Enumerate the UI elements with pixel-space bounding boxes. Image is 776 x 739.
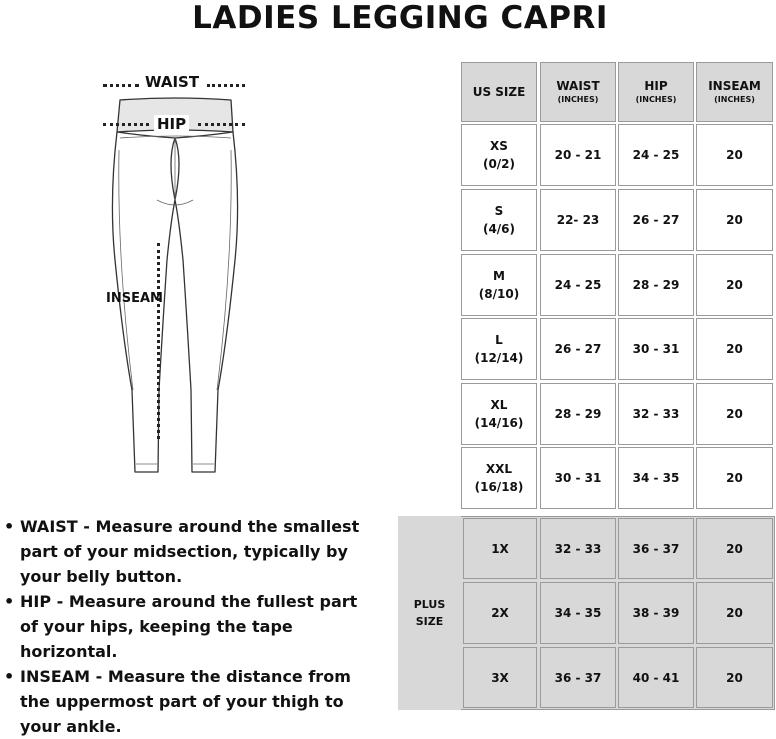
table-cell-waist: 30 - 31 bbox=[540, 447, 616, 509]
table-cell-hip: 40 - 41 bbox=[618, 647, 694, 708]
table-cell-size: S (4/6) bbox=[461, 189, 537, 251]
table-cell-inseam: 20 bbox=[696, 647, 773, 708]
table-cell-size: XL (14/16) bbox=[461, 383, 537, 445]
waist-label: WAIST bbox=[142, 73, 202, 91]
waist-line-right bbox=[207, 84, 245, 87]
table-cell-inseam: 20 bbox=[696, 582, 773, 644]
table-cell-inseam: 20 bbox=[696, 518, 773, 579]
inseam-instruction: • INSEAM - Measure the distance from the uppermost part of your thigh to your ankle. bbox=[20, 664, 372, 739]
table-cell-waist: 22- 23 bbox=[540, 189, 616, 251]
table-cell-size: 1X bbox=[463, 518, 537, 579]
table-cell-waist: 26 - 27 bbox=[540, 318, 616, 380]
table-cell-size: 3X bbox=[463, 647, 537, 708]
header-hip: HIP (INCHES) bbox=[618, 62, 694, 122]
table-cell-waist: 28 - 29 bbox=[540, 383, 616, 445]
table-cell-hip: 36 - 37 bbox=[618, 518, 694, 579]
table-cell-size: XXL (16/18) bbox=[461, 447, 537, 509]
table-cell-inseam: 20 bbox=[696, 124, 773, 186]
table-cell-hip: 26 - 27 bbox=[618, 189, 694, 251]
table-cell-inseam: 20 bbox=[696, 254, 773, 316]
waist-instruction: • WAIST - Measure around the smallest part of your midsection, typically by your belly button. bbox=[20, 514, 372, 589]
table-cell-inseam: 20 bbox=[696, 447, 773, 509]
table-cell-inseam: 20 bbox=[696, 189, 773, 251]
waist-line-left bbox=[103, 84, 139, 87]
plus-size-label: PLUS SIZE bbox=[398, 516, 461, 710]
table-cell-hip: 30 - 31 bbox=[618, 318, 694, 380]
inseam-label: INSEAM bbox=[106, 291, 163, 306]
table-cell-inseam: 20 bbox=[696, 383, 773, 445]
table-cell-waist: 20 - 21 bbox=[540, 124, 616, 186]
table-cell-hip: 38 - 39 bbox=[618, 582, 694, 644]
hip-line-left bbox=[103, 123, 149, 126]
table-cell-waist: 34 - 35 bbox=[540, 582, 616, 644]
table-cell-waist: 36 - 37 bbox=[540, 647, 616, 708]
header-us-size: US SIZE bbox=[461, 62, 537, 122]
table-cell-hip: 24 - 25 bbox=[618, 124, 694, 186]
table-cell-inseam: 20 bbox=[696, 318, 773, 380]
measurement-instructions bbox=[0, 514, 372, 739]
page-title: LADIES LEGGING CAPRI bbox=[192, 0, 608, 36]
table-cell-size: M (8/10) bbox=[461, 254, 537, 316]
table-cell-waist: 32 - 33 bbox=[540, 518, 616, 579]
legging-figure bbox=[95, 60, 265, 490]
table-cell-size: L (12/14) bbox=[461, 318, 537, 380]
table-cell-hip: 34 - 35 bbox=[618, 447, 694, 509]
hip-label: HIP bbox=[154, 115, 189, 133]
header-inseam: INSEAM (INCHES) bbox=[696, 62, 773, 122]
header-waist: WAIST (INCHES) bbox=[540, 62, 616, 122]
table-cell-size: 2X bbox=[463, 582, 537, 644]
hip-line-right bbox=[198, 123, 245, 126]
hip-instruction: • HIP - Measure around the fullest part of your hips, keeping the tape horizontal. bbox=[20, 589, 372, 664]
table-cell-size: XS (0/2) bbox=[461, 124, 537, 186]
table-cell-hip: 28 - 29 bbox=[618, 254, 694, 316]
inseam-line bbox=[157, 243, 160, 439]
table-cell-hip: 32 - 33 bbox=[618, 383, 694, 445]
table-cell-waist: 24 - 25 bbox=[540, 254, 616, 316]
